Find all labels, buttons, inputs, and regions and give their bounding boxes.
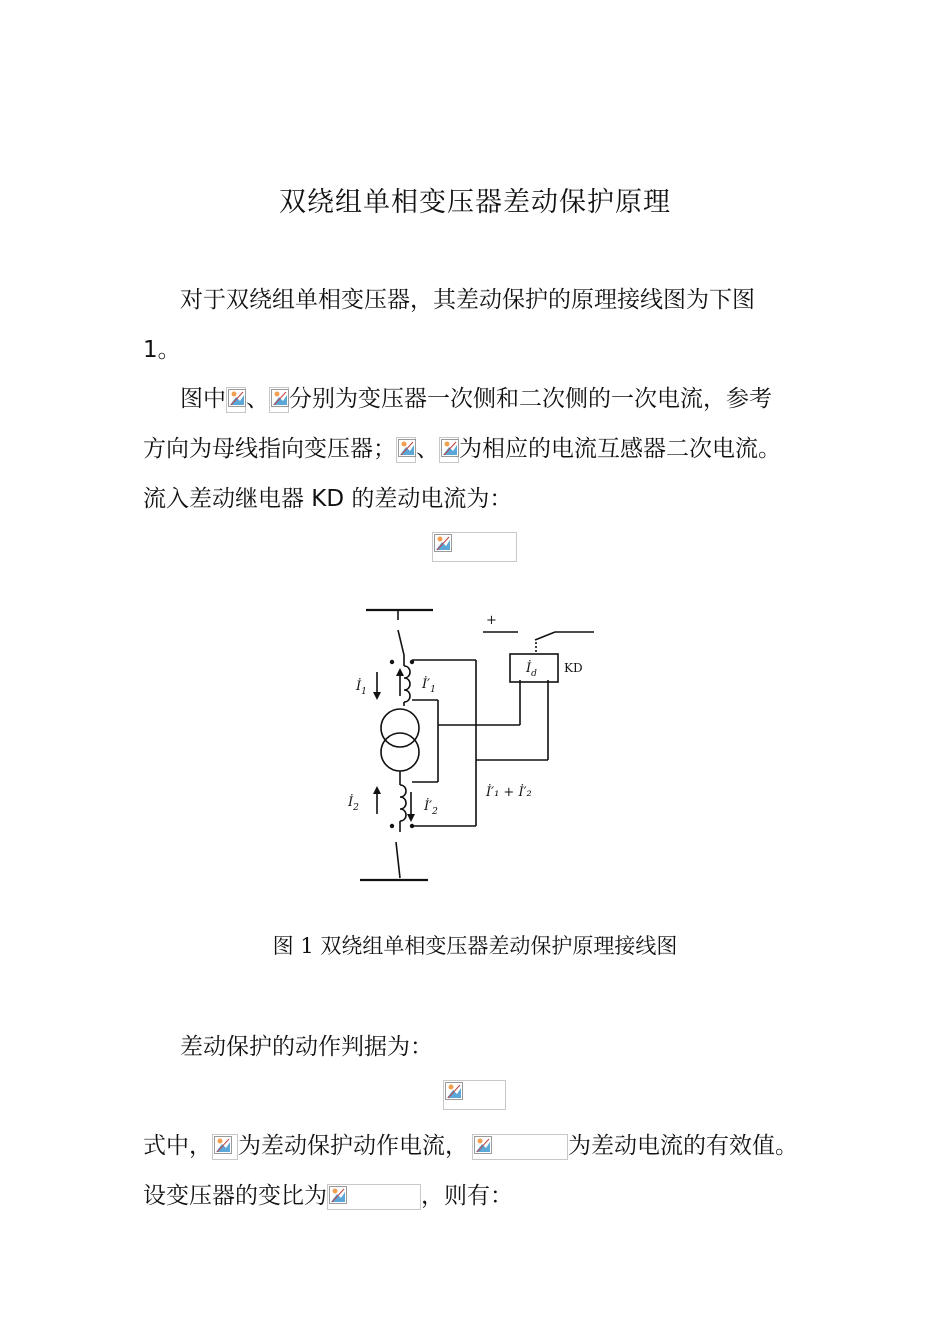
transformer-winding-1 (381, 709, 419, 747)
circuit-diagram (340, 600, 610, 890)
top-breaker-blade (398, 630, 404, 655)
figure-caption: 图 1 双绕组单相变压器差动保护原理接线图 (272, 934, 678, 958)
formula-image-box (443, 1080, 506, 1110)
text-segment: 式中， (143, 1133, 212, 1159)
broken-image-icon (434, 534, 452, 552)
polarity-dot (390, 660, 394, 664)
formula-image-i2 (269, 387, 289, 413)
formula-image-ratio (327, 1184, 421, 1210)
broken-image-icon (228, 389, 246, 407)
polarity-dot (390, 824, 394, 828)
i2-label: $İ_2$ (348, 795, 359, 813)
paragraph-criterion: 差动保护的动作判据为： (180, 1034, 433, 1060)
broken-image-icon (441, 439, 459, 457)
page-title: 双绕组单相变压器差动保护原理 (279, 187, 671, 218)
text-separator: 、 (246, 386, 269, 412)
i1-prime-label: $İ'_1$ (422, 677, 436, 695)
paragraph-currents-line1 (180, 382, 772, 416)
text-segment: 为相应的电流互感器二次电流。 (459, 436, 781, 462)
sum-current-label: İ′₁ + İ′₂ (486, 785, 532, 800)
text-segment: ，则有： (421, 1183, 513, 1209)
paragraph-intro-line1: 对于双绕组单相变压器，其差动保护的原理接线图为下图 (180, 287, 755, 313)
paragraph-where (143, 1129, 798, 1163)
trip-contact (535, 632, 555, 640)
ct1-coil (404, 666, 410, 702)
i2-prime-label: $İ'_2$ (424, 799, 438, 817)
text-segment: 分别为变压器一次侧和二次侧的一次电流，参考 (289, 386, 772, 412)
broken-image-icon (474, 1136, 492, 1154)
text-segment: 设变压器的变比为 (143, 1183, 327, 1209)
arrowhead-i2p (407, 814, 415, 822)
formula-image-differential-current (432, 532, 517, 562)
paragraph-currents-line2 (143, 432, 781, 466)
relay-current-label: $İ_d$ (526, 661, 537, 679)
formula-image-criterion (443, 1080, 506, 1110)
formula-image-id-rms (472, 1134, 568, 1160)
paragraph-ratio (143, 1179, 513, 1213)
broken-image-icon (398, 439, 416, 457)
arrowhead-i1p (396, 668, 404, 676)
paragraph-currents-line3: 流入差动继电器 KD 的差动电流为： (143, 486, 513, 512)
paragraph-intro-line2: 1。 (143, 337, 181, 363)
broken-image-icon (445, 1082, 463, 1100)
formula-image-i2-prime (439, 437, 459, 463)
formula-image-iop (212, 1134, 238, 1160)
polarity-dot (410, 824, 414, 828)
bottom-breaker-blade (396, 842, 400, 878)
relay-kd-label: KD (564, 661, 583, 675)
plus-sign: + (486, 613, 497, 628)
text-segment: 方向为母线指向变压器； (143, 436, 396, 462)
text-segment: 为差动保护动作电流， (238, 1133, 468, 1159)
formula-image-box (432, 532, 517, 562)
broken-image-icon (329, 1186, 347, 1204)
formula-image-i1 (226, 387, 246, 413)
text-separator: 、 (416, 436, 439, 462)
text-segment: 图中 (180, 386, 226, 412)
arrowhead-i1 (373, 692, 381, 700)
i1-label: $İ_1$ (356, 679, 367, 697)
formula-image-i1-prime (396, 437, 416, 463)
text-segment: 为差动电流的有效值。 (568, 1133, 798, 1159)
transformer-winding-2 (381, 733, 419, 771)
arrowhead-i2 (373, 786, 381, 794)
broken-image-icon (271, 389, 289, 407)
broken-image-icon (214, 1136, 232, 1154)
ct2-coil (400, 785, 406, 821)
polarity-dot (410, 660, 414, 664)
